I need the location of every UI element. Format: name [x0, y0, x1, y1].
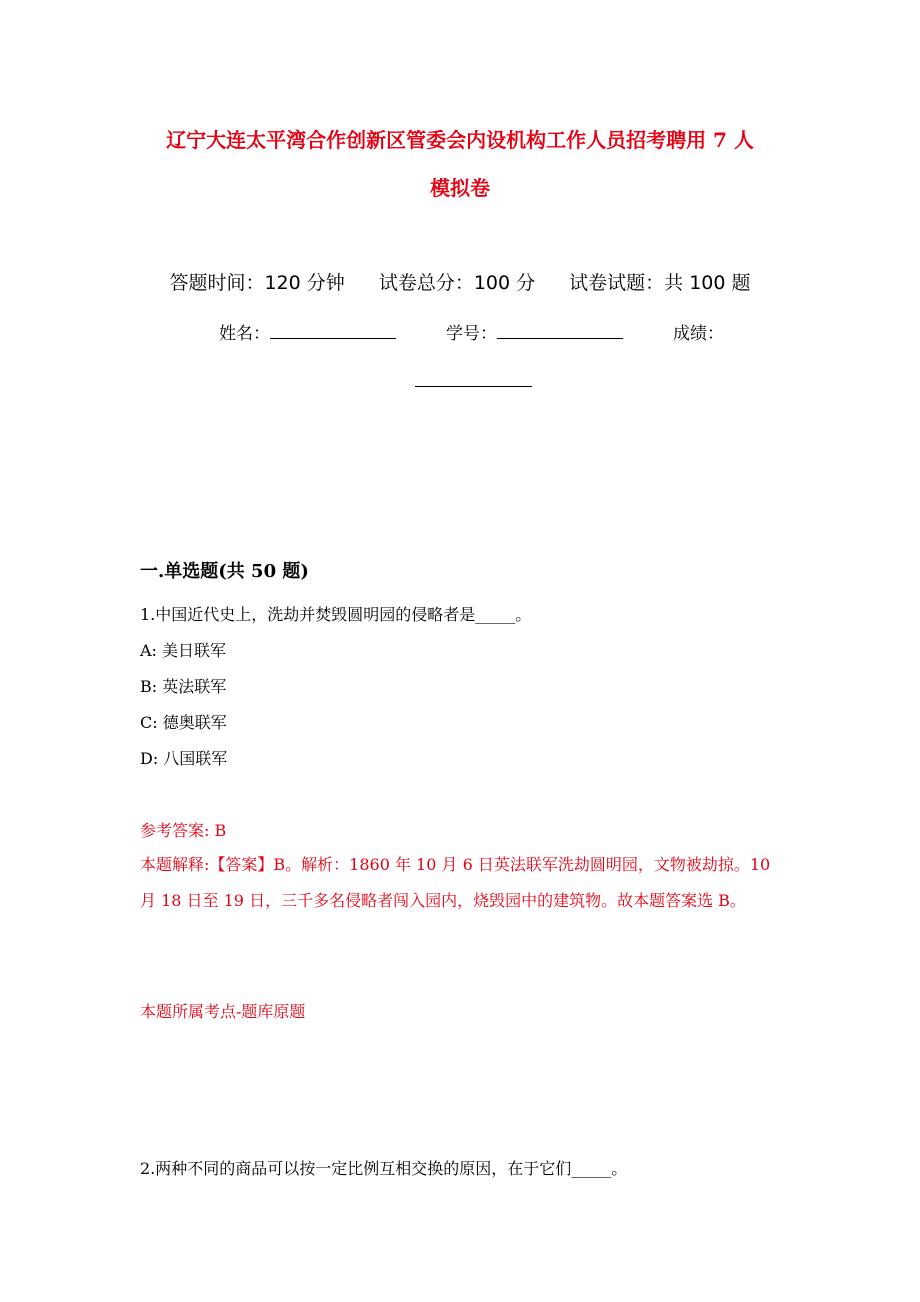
name-blank[interactable]	[270, 322, 396, 339]
name-label: 姓名：	[219, 324, 270, 344]
question-1-answer: 参考答案: B	[140, 821, 227, 840]
question-1-option-d: D: 八国联军	[140, 749, 228, 768]
question-2-stem: 2.两种不同的商品可以按一定比例互相交换的原因，在于它们_____。	[140, 1159, 628, 1178]
grade-label: 成绩：	[673, 324, 724, 344]
question-1-option-b: B: 英法联军	[140, 677, 227, 696]
question-1-source: 本题所属考点-题库原题	[140, 1002, 306, 1021]
grade-blank[interactable]	[415, 368, 532, 387]
question-1-stem: 1.中国近代史上，洗劫并焚毁圆明园的侵略者是_____。	[140, 605, 532, 624]
exam-question-count: 试卷试题：共 100 题	[569, 272, 751, 294]
exam-total-score: 试卷总分：100 分	[378, 272, 536, 294]
question-1-option-a: A: 美日联军	[140, 641, 227, 660]
name-field	[219, 319, 396, 344]
exam-title-line2: 模拟卷	[430, 176, 490, 200]
id-field	[446, 319, 623, 344]
exam-title-line1: 辽宁大连太平湾合作创新区管委会内设机构工作人员招考聘用 7 人	[166, 128, 754, 152]
section-heading: 一.单选题(共 50 题)	[140, 561, 309, 582]
question-1-explanation: 本题解释:【答案】B。解析：1860 年 10 月 6 日英法联军洗劫圆明园，文物被劫掠。10 月 18 日至 19 日，三千多名侵略者闯入园内，烧毁园中的建筑物。故本题答案选 B。	[140, 855, 771, 910]
exam-meta	[0, 268, 920, 295]
grade-field	[673, 319, 724, 344]
id-blank[interactable]	[497, 322, 623, 339]
exam-time: 答题时间：120 分钟	[169, 272, 345, 294]
id-label: 学号：	[446, 324, 497, 344]
question-1-option-c: C: 德奥联军	[140, 713, 227, 732]
